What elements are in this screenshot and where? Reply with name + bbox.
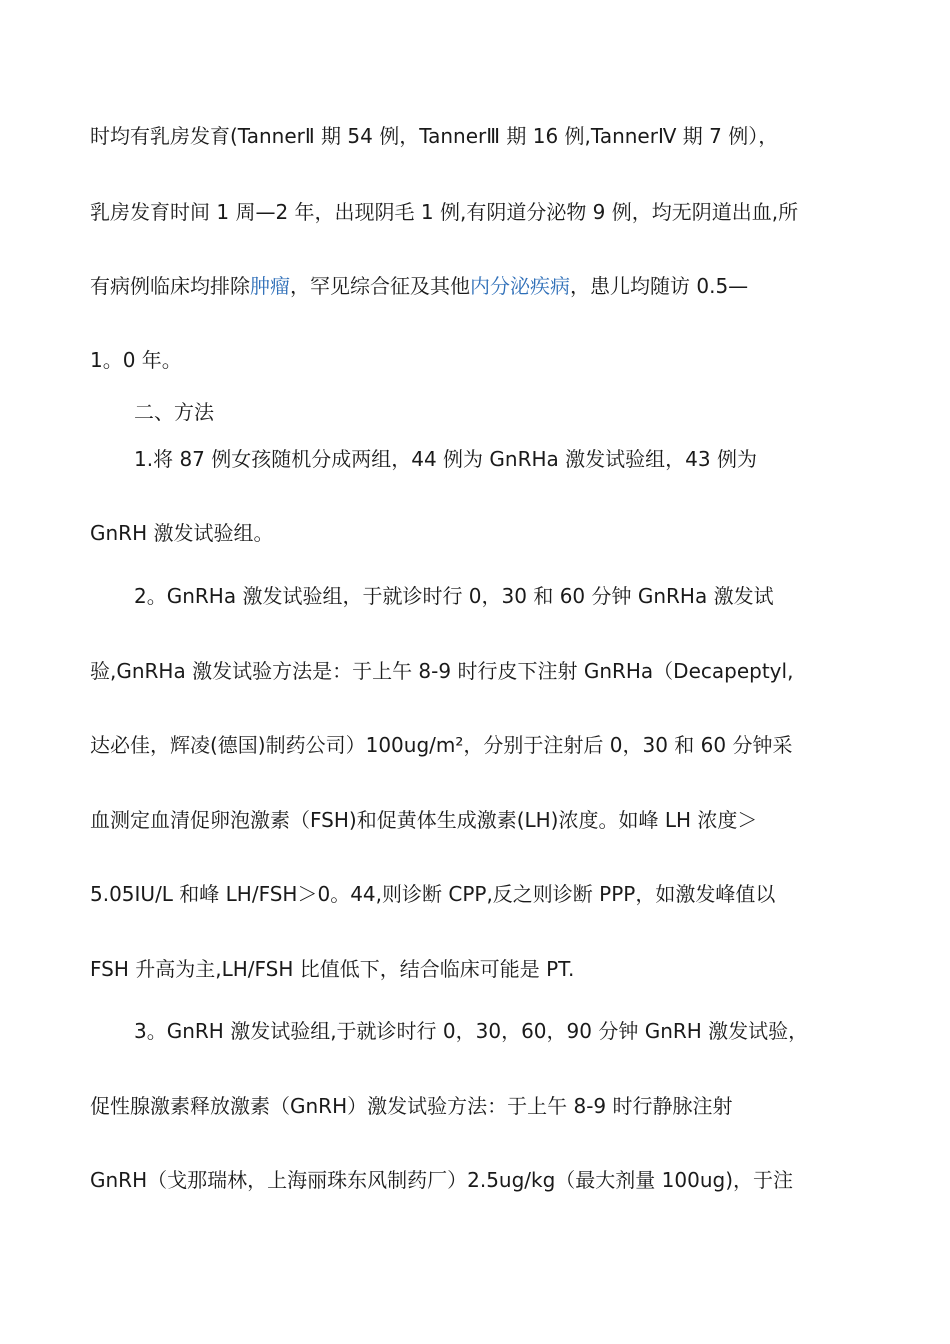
text-segment: ，患儿均随访 0.5— — [570, 274, 749, 298]
text-line: 乳房发育时间 1 周—2 年，出现阴毛 1 例,有阴道分泌物 9 例，均无阴道出血,所 — [90, 200, 799, 224]
list-item-3-line: 3。GnRH 激发试验组,于就诊时行 0，30，60，90 分钟 GnRH 激发试验， — [134, 1019, 809, 1043]
link-tumor[interactable]: 肿瘤 — [250, 274, 290, 298]
link-endocrine-disease[interactable]: 内分泌疾病 — [470, 274, 570, 298]
text-line-with-links — [90, 272, 880, 300]
list-item-1-line: GnRH 激发试验组。 — [90, 521, 274, 545]
list-item-1-line: 1.将 87 例女孩随机分成两组，44 例为 GnRHa 激发试验组，43 例为 — [134, 447, 757, 471]
text-line: 时均有乳房发育(TannerⅡ 期 54 例，TannerⅢ 期 16 例,TannerⅣ 期 7 例）， — [90, 124, 779, 148]
list-item-2-line: 验,GnRHa 激发试验方法是：于上午 8-9 时行皮下注射 GnRHa（Decapeptyl, — [90, 659, 794, 683]
text-segment: 有病例临床均排除 — [90, 274, 250, 298]
list-item-2-line: 血测定血清促卵泡激素（FSH)和促黄体生成激素(LH)浓度。如峰 LH 浓度＞ — [90, 808, 758, 832]
list-item-2-line: 达必佳，辉凌(德国)制药公司）100ug/m²，分别于注射后 0，30 和 60 分钟采 — [90, 733, 793, 757]
list-item-2-line: 2。GnRHa 激发试验组，于就诊时行 0，30 和 60 分钟 GnRHa 激发试 — [134, 584, 774, 608]
text-segment: ，罕见综合征及其他 — [290, 274, 470, 298]
list-item-3-line: 促性腺激素释放激素（GnRH）激发试验方法：于上午 8-9 时行静脉注射 — [90, 1094, 733, 1118]
list-item-2-line: FSH 升高为主,LH/FSH 比值低下，结合临床可能是 PT. — [90, 957, 575, 981]
section-heading: 二、方法 — [134, 400, 214, 424]
list-item-3-line: GnRH（戈那瑞林，上海丽珠东风制药厂）2.5ug/kg（最大剂量 100ug)，于注 — [90, 1168, 794, 1192]
text-line: 1。0 年。 — [90, 348, 182, 372]
list-item-2-line: 5.05IU/L 和峰 LH/FSH＞0。44,则诊断 CPP,反之则诊断 PPP，如激发峰值以 — [90, 882, 776, 906]
